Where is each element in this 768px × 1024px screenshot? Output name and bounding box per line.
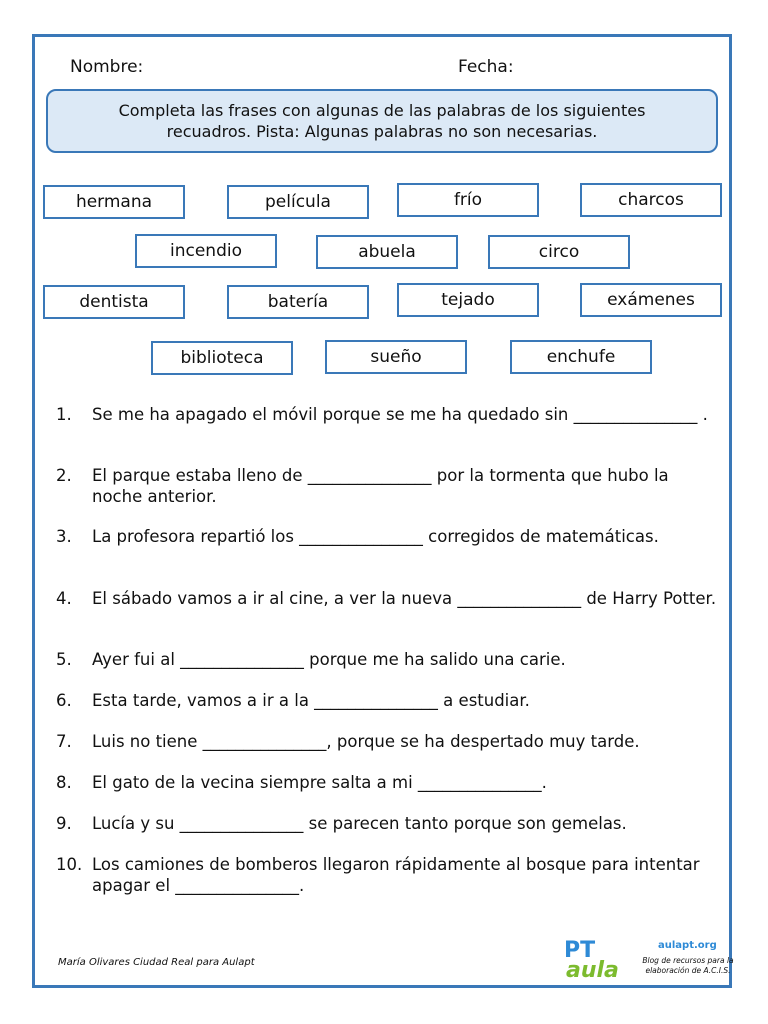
question-text: Esta tarde, vamos a ir a la _______________ a estudiar. <box>92 691 530 710</box>
question-number: 5. <box>56 650 72 669</box>
logo-pt: PT <box>564 938 596 963</box>
logo-subtitle: Blog de recursos para la elaboración de A.C.I.S. <box>642 956 734 975</box>
word-box: dentista <box>43 285 185 319</box>
question-text: Ayer fui al _______________ porque me ha salido una carie. <box>92 650 566 669</box>
word-box: charcos <box>580 183 722 217</box>
nombre-label: Nombre: <box>70 57 144 77</box>
question-text: El parque estaba lleno de _______________ por la tormenta que hubo la noche anterior. <box>92 466 669 506</box>
question-number: 1. <box>56 405 72 424</box>
question-text: Lucía y su _______________ se parecen tanto porque son gemelas. <box>92 814 627 833</box>
question-number: 10. <box>56 855 83 874</box>
word-box: frío <box>397 183 539 217</box>
author-credit: María Olivares Ciudad Real para Aulapt <box>58 957 255 968</box>
word-box: batería <box>227 285 369 319</box>
logo-url: aulapt.org <box>658 940 717 951</box>
word-box: enchufe <box>510 340 652 374</box>
question-number: 4. <box>56 589 72 608</box>
question-text: La profesora repartió los _______________ corregidos de matemáticas. <box>92 527 659 546</box>
word-box: abuela <box>316 235 458 269</box>
page-frame <box>32 34 732 988</box>
word-box: película <box>227 185 369 219</box>
question-number: 7. <box>56 732 72 751</box>
word-box: biblioteca <box>151 341 293 375</box>
word-box: hermana <box>43 185 185 219</box>
instructions-box <box>46 89 718 153</box>
question-text: Luis no tiene _______________, porque se ha despertado muy tarde. <box>92 732 640 751</box>
question-text: El sábado vamos a ir al cine, a ver la nueva _______________ de Harry Potter. <box>92 589 717 608</box>
word-box: exámenes <box>580 283 722 317</box>
question-text: El gato de la vecina siempre salta a mi _______________. <box>92 773 547 792</box>
question-number: 2. <box>56 466 72 485</box>
word-box: sueño <box>325 340 467 374</box>
question-text: Se me ha apagado el móvil porque se me ha quedado sin _______________ . <box>92 405 708 424</box>
question-number: 8. <box>56 773 72 792</box>
fecha-label: Fecha: <box>458 57 514 77</box>
instructions-text: Completa las frases con algunas de las palabras de los siguientes recuadros. Pista: Algunas palabras no son necesarias. <box>118 101 646 141</box>
question-number: 6. <box>56 691 72 710</box>
question-number: 9. <box>56 814 72 833</box>
word-box: circo <box>488 235 630 269</box>
aulapt-logo <box>560 934 732 988</box>
question-text: Los camiones de bomberos llegaron rápidamente al bosque para intentar apagar el _______________. <box>92 855 700 895</box>
logo-aula: aula <box>566 958 619 983</box>
word-box: incendio <box>135 234 277 268</box>
word-box: tejado <box>397 283 539 317</box>
question-number: 3. <box>56 527 72 546</box>
